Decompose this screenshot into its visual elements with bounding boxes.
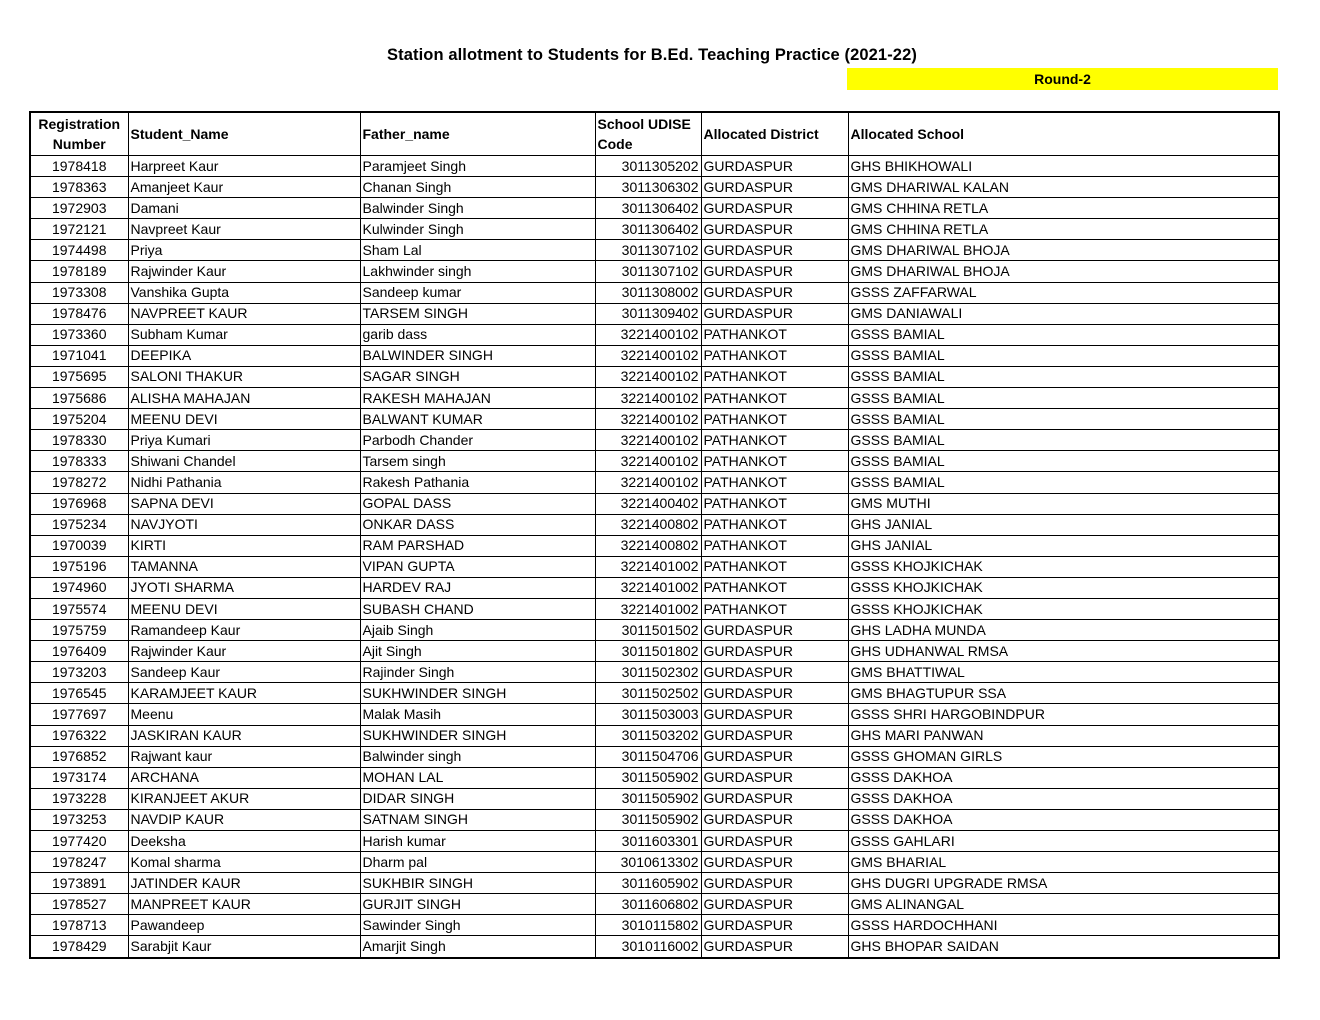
student-name-cell: JASKIRAN KAUR <box>128 725 360 746</box>
student-name-cell: Rajwinder Kaur <box>128 641 360 662</box>
district-cell: GURDASPUR <box>701 683 848 704</box>
table-row <box>30 598 1279 619</box>
allotment-table <box>29 111 1280 959</box>
school-cell: GSSS KHOJKICHAK <box>848 577 1279 598</box>
school-cell: GSSS BAMIAL <box>848 366 1279 387</box>
district-cell: GURDASPUR <box>701 873 848 894</box>
father-name-cell: Lakhwinder singh <box>360 261 595 282</box>
table-row <box>30 852 1279 873</box>
udise-code-cell: 3221400802 <box>595 535 701 556</box>
district-cell: GURDASPUR <box>701 809 848 830</box>
registration-number-cell: 1976322 <box>30 725 128 746</box>
school-cell: GSSS BAMIAL <box>848 345 1279 366</box>
page-title: Station allotment to Students for B.Ed. Teaching Practice (2021-22) <box>387 46 917 64</box>
school-cell: GHS JANIAL <box>848 514 1279 535</box>
school-cell: GSSS GHOMAN GIRLS <box>848 746 1279 767</box>
udise-code-cell: 3221400102 <box>595 366 701 387</box>
student-name-cell: Harpreet Kaur <box>128 156 360 177</box>
father-name-cell: RAM PARSHAD <box>360 535 595 556</box>
udise-code-cell: 3221400102 <box>595 345 701 366</box>
school-cell: GSSS ZAFFARWAL <box>848 282 1279 303</box>
school-cell: GMS DANIAWALI <box>848 303 1279 324</box>
registration-number-cell: 1973253 <box>30 809 128 830</box>
student-name-cell: Deeksha <box>128 831 360 852</box>
table-row <box>30 451 1279 472</box>
school-cell: GHS MARI PANWAN <box>848 725 1279 746</box>
registration-number-cell: 1975574 <box>30 598 128 619</box>
student-name-cell: NAVJYOTI <box>128 514 360 535</box>
table-row <box>30 493 1279 514</box>
district-cell: GURDASPUR <box>701 219 848 240</box>
school-cell: GSSS KHOJKICHAK <box>848 598 1279 619</box>
table-row <box>30 831 1279 852</box>
father-name-cell: RAKESH MAHAJAN <box>360 388 595 409</box>
udise-code-cell: 3221400802 <box>595 514 701 535</box>
udise-code-cell: 3011603301 <box>595 831 701 852</box>
district-cell: PATHANKOT <box>701 535 848 556</box>
udise-code-cell: 3221400102 <box>595 409 701 430</box>
student-name-cell: Rajwant kaur <box>128 746 360 767</box>
udise-code-cell: 3011306302 <box>595 177 701 198</box>
table-row <box>30 198 1279 219</box>
registration-number-cell: 1978418 <box>30 156 128 177</box>
table-row <box>30 577 1279 598</box>
table-row <box>30 303 1279 324</box>
registration-number-cell: 1975686 <box>30 388 128 409</box>
table-row <box>30 936 1279 958</box>
registration-number-cell: 1975234 <box>30 514 128 535</box>
school-cell: GMS BHATTIWAL <box>848 662 1279 683</box>
father-name-cell: VIPAN GUPTA <box>360 556 595 577</box>
table-row <box>30 662 1279 683</box>
table-row <box>30 514 1279 535</box>
school-cell: GMS CHHINA RETLA <box>848 219 1279 240</box>
registration-number-cell: 1978247 <box>30 852 128 873</box>
registration-number-cell: 1978527 <box>30 894 128 915</box>
school-cell: GSSS BAMIAL <box>848 409 1279 430</box>
registration-number-cell: 1974960 <box>30 577 128 598</box>
district-cell: PATHANKOT <box>701 324 848 345</box>
father-name-cell: SAGAR SINGH <box>360 366 595 387</box>
district-cell: GURDASPUR <box>701 915 848 936</box>
registration-number-cell: 1976968 <box>30 493 128 514</box>
district-cell: PATHANKOT <box>701 345 848 366</box>
table-row <box>30 282 1279 303</box>
header-school-udise-code: School UDISE Code <box>595 112 701 156</box>
school-cell: GSSS DAKHOA <box>848 767 1279 788</box>
udise-code-cell: 3011308002 <box>595 282 701 303</box>
father-name-cell: SATNAM SINGH <box>360 809 595 830</box>
udise-code-cell: 3011305202 <box>595 156 701 177</box>
registration-number-cell: 1973891 <box>30 873 128 894</box>
school-cell: GHS LADHA MUNDA <box>848 620 1279 641</box>
school-cell: GSSS BAMIAL <box>848 324 1279 345</box>
district-cell: GURDASPUR <box>701 261 848 282</box>
registration-number-cell: 1975695 <box>30 366 128 387</box>
table-row <box>30 430 1279 451</box>
student-name-cell: JYOTI SHARMA <box>128 577 360 598</box>
registration-number-cell: 1973360 <box>30 324 128 345</box>
school-cell: GMS DHARIWAL BHOJA <box>848 240 1279 261</box>
registration-number-cell: 1978330 <box>30 430 128 451</box>
registration-number-cell: 1973308 <box>30 282 128 303</box>
student-name-cell: Rajwinder Kaur <box>128 261 360 282</box>
udise-code-cell: 3011502302 <box>595 662 701 683</box>
registration-number-cell: 1976852 <box>30 746 128 767</box>
student-name-cell: Sarabjit Kaur <box>128 936 360 958</box>
table-row <box>30 388 1279 409</box>
father-name-cell: Sham Lal <box>360 240 595 261</box>
student-name-cell: DEEPIKA <box>128 345 360 366</box>
school-cell: GMS BHARIAL <box>848 852 1279 873</box>
school-cell: GSSS BAMIAL <box>848 388 1279 409</box>
school-cell: GHS UDHANWAL RMSA <box>848 641 1279 662</box>
registration-number-cell: 1973174 <box>30 767 128 788</box>
father-name-cell: GURJIT SINGH <box>360 894 595 915</box>
udise-code-cell: 3221400102 <box>595 451 701 472</box>
father-name-cell: Amarjit Singh <box>360 936 595 958</box>
table-row <box>30 535 1279 556</box>
student-name-cell: Amanjeet Kaur <box>128 177 360 198</box>
udise-code-cell: 3221400102 <box>595 388 701 409</box>
registration-number-cell: 1972121 <box>30 219 128 240</box>
father-name-cell: Harish kumar <box>360 831 595 852</box>
registration-number-cell: 1976409 <box>30 641 128 662</box>
school-cell: GMS DHARIWAL KALAN <box>848 177 1279 198</box>
registration-number-cell: 1978363 <box>30 177 128 198</box>
table-row <box>30 261 1279 282</box>
registration-number-cell: 1973228 <box>30 788 128 809</box>
table-row <box>30 156 1279 177</box>
school-cell: GMS MUTHI <box>848 493 1279 514</box>
table-row <box>30 683 1279 704</box>
table-row <box>30 345 1279 366</box>
district-cell: PATHANKOT <box>701 577 848 598</box>
father-name-cell: BALWANT KUMAR <box>360 409 595 430</box>
school-cell: GMS CHHINA RETLA <box>848 198 1279 219</box>
student-name-cell: Priya Kumari <box>128 430 360 451</box>
district-cell: GURDASPUR <box>701 620 848 641</box>
table-row <box>30 746 1279 767</box>
student-name-cell: JATINDER KAUR <box>128 873 360 894</box>
table-row <box>30 219 1279 240</box>
school-cell: GSSS DAKHOA <box>848 809 1279 830</box>
father-name-cell: Rajinder Singh <box>360 662 595 683</box>
district-cell: PATHANKOT <box>701 366 848 387</box>
father-name-cell: ONKAR DASS <box>360 514 595 535</box>
udise-code-cell: 3011502502 <box>595 683 701 704</box>
udise-code-cell: 3010613302 <box>595 852 701 873</box>
student-name-cell: KARAMJEET KAUR <box>128 683 360 704</box>
udise-code-cell: 3011306402 <box>595 219 701 240</box>
father-name-cell: Sandeep kumar <box>360 282 595 303</box>
student-name-cell: NAVDIP KAUR <box>128 809 360 830</box>
student-name-cell: Sandeep Kaur <box>128 662 360 683</box>
school-cell: GHS BHIKHOWALI <box>848 156 1279 177</box>
school-cell: GSSS BAMIAL <box>848 451 1279 472</box>
registration-number-cell: 1974498 <box>30 240 128 261</box>
registration-number-cell: 1970039 <box>30 535 128 556</box>
header-registration-number: Registration Number <box>30 112 128 156</box>
udise-code-cell: 3011505902 <box>595 809 701 830</box>
udise-code-cell: 3221401002 <box>595 598 701 619</box>
school-cell: GMS ALINANGAL <box>848 894 1279 915</box>
school-cell: GMS BHAGTUPUR SSA <box>848 683 1279 704</box>
father-name-cell: Kulwinder Singh <box>360 219 595 240</box>
udise-code-cell: 3011505902 <box>595 767 701 788</box>
district-cell: GURDASPUR <box>701 788 848 809</box>
district-cell: GURDASPUR <box>701 177 848 198</box>
udise-code-cell: 3221400102 <box>595 472 701 493</box>
registration-number-cell: 1975204 <box>30 409 128 430</box>
registration-number-cell: 1973203 <box>30 662 128 683</box>
school-cell: GHS BHOPAR SAIDAN <box>848 936 1279 958</box>
father-name-cell: Chanan Singh <box>360 177 595 198</box>
registration-number-cell: 1977420 <box>30 831 128 852</box>
school-cell: GSSS GAHLARI <box>848 831 1279 852</box>
father-name-cell: TARSEM SINGH <box>360 303 595 324</box>
father-name-cell: GOPAL DASS <box>360 493 595 514</box>
district-cell: GURDASPUR <box>701 894 848 915</box>
student-name-cell: MANPREET KAUR <box>128 894 360 915</box>
school-cell: GSSS BAMIAL <box>848 472 1279 493</box>
district-cell: PATHANKOT <box>701 430 848 451</box>
student-name-cell: Komal sharma <box>128 852 360 873</box>
student-name-cell: Shiwani Chandel <box>128 451 360 472</box>
district-cell: PATHANKOT <box>701 493 848 514</box>
district-cell: GURDASPUR <box>701 767 848 788</box>
father-name-cell: Parbodh Chander <box>360 430 595 451</box>
student-name-cell: Nidhi Pathania <box>128 472 360 493</box>
student-name-cell: MEENU DEVI <box>128 409 360 430</box>
round-badge: Round-2 <box>847 68 1278 90</box>
father-name-cell: HARDEV RAJ <box>360 577 595 598</box>
district-cell: GURDASPUR <box>701 831 848 852</box>
registration-number-cell: 1972903 <box>30 198 128 219</box>
father-name-cell: Tarsem singh <box>360 451 595 472</box>
udise-code-cell: 3011306402 <box>595 198 701 219</box>
father-name-cell: SUKHBIR SINGH <box>360 873 595 894</box>
father-name-cell: SUKHWINDER SINGH <box>360 683 595 704</box>
father-name-cell: SUKHWINDER SINGH <box>360 725 595 746</box>
school-cell: GSSS DAKHOA <box>848 788 1279 809</box>
udise-code-cell: 3011503202 <box>595 725 701 746</box>
father-name-cell: DIDAR SINGH <box>360 788 595 809</box>
school-cell: GSSS BAMIAL <box>848 430 1279 451</box>
student-name-cell: KIRANJEET AKUR <box>128 788 360 809</box>
registration-number-cell: 1976545 <box>30 683 128 704</box>
father-name-cell: Balwinder Singh <box>360 198 595 219</box>
student-name-cell: Pawandeep <box>128 915 360 936</box>
header-student-name: Student_Name <box>128 112 360 156</box>
table-row <box>30 767 1279 788</box>
father-name-cell: Rakesh Pathania <box>360 472 595 493</box>
header-father-name: Father_name <box>360 112 595 156</box>
student-name-cell: MEENU DEVI <box>128 598 360 619</box>
udise-code-cell: 3011501802 <box>595 641 701 662</box>
district-cell: GURDASPUR <box>701 662 848 683</box>
district-cell: PATHANKOT <box>701 514 848 535</box>
registration-number-cell: 1978429 <box>30 936 128 958</box>
district-cell: PATHANKOT <box>701 598 848 619</box>
udise-code-cell: 3011504706 <box>595 746 701 767</box>
table-row <box>30 725 1279 746</box>
district-cell: GURDASPUR <box>701 198 848 219</box>
udise-code-cell: 3221401002 <box>595 556 701 577</box>
student-name-cell: KIRTI <box>128 535 360 556</box>
registration-number-cell: 1978333 <box>30 451 128 472</box>
father-name-cell: SUBASH CHAND <box>360 598 595 619</box>
father-name-cell: Ajit Singh <box>360 641 595 662</box>
udise-code-cell: 3011501502 <box>595 620 701 641</box>
table-row <box>30 873 1279 894</box>
district-cell: GURDASPUR <box>701 156 848 177</box>
district-cell: GURDASPUR <box>701 725 848 746</box>
udise-code-cell: 3221400102 <box>595 430 701 451</box>
udise-code-cell: 3221400102 <box>595 324 701 345</box>
district-cell: GURDASPUR <box>701 282 848 303</box>
school-cell: GHS JANIAL <box>848 535 1279 556</box>
school-cell: GHS DUGRI UPGRADE RMSA <box>848 873 1279 894</box>
table-body <box>30 156 1279 958</box>
district-cell: PATHANKOT <box>701 451 848 472</box>
school-cell: GSSS KHOJKICHAK <box>848 556 1279 577</box>
udise-code-cell: 3221400402 <box>595 493 701 514</box>
registration-number-cell: 1975196 <box>30 556 128 577</box>
student-name-cell: Vanshika Gupta <box>128 282 360 303</box>
udise-code-cell: 3011503003 <box>595 704 701 725</box>
table-row <box>30 240 1279 261</box>
district-cell: PATHANKOT <box>701 556 848 577</box>
student-name-cell: NAVPREET KAUR <box>128 303 360 324</box>
student-name-cell: ARCHANA <box>128 767 360 788</box>
father-name-cell: Paramjeet Singh <box>360 156 595 177</box>
table-row <box>30 366 1279 387</box>
table-row <box>30 915 1279 936</box>
student-name-cell: Meenu <box>128 704 360 725</box>
table-row <box>30 620 1279 641</box>
school-cell: GMS DHARIWAL BHOJA <box>848 261 1279 282</box>
registration-number-cell: 1977697 <box>30 704 128 725</box>
table-row <box>30 409 1279 430</box>
udise-code-cell: 3010116002 <box>595 936 701 958</box>
student-name-cell: ALISHA MAHAJAN <box>128 388 360 409</box>
district-cell: GURDASPUR <box>701 303 848 324</box>
father-name-cell: Malak Masih <box>360 704 595 725</box>
district-cell: GURDASPUR <box>701 704 848 725</box>
father-name-cell: Ajaib Singh <box>360 620 595 641</box>
district-cell: GURDASPUR <box>701 641 848 662</box>
district-cell: PATHANKOT <box>701 472 848 493</box>
registration-number-cell: 1971041 <box>30 345 128 366</box>
udise-code-cell: 3221401002 <box>595 577 701 598</box>
father-name-cell: Balwinder singh <box>360 746 595 767</box>
district-cell: PATHANKOT <box>701 388 848 409</box>
registration-number-cell: 1975759 <box>30 620 128 641</box>
district-cell: PATHANKOT <box>701 409 848 430</box>
father-name-cell: MOHAN LAL <box>360 767 595 788</box>
udise-code-cell: 3011307102 <box>595 240 701 261</box>
school-cell: GSSS SHRI HARGOBINDPUR <box>848 704 1279 725</box>
table-row <box>30 556 1279 577</box>
father-name-cell: Dharm pal <box>360 852 595 873</box>
registration-number-cell: 1978272 <box>30 472 128 493</box>
table-row <box>30 809 1279 830</box>
school-cell: GSSS HARDOCHHANI <box>848 915 1279 936</box>
student-name-cell: Priya <box>128 240 360 261</box>
udise-code-cell: 3011309402 <box>595 303 701 324</box>
registration-number-cell: 1978476 <box>30 303 128 324</box>
district-cell: GURDASPUR <box>701 746 848 767</box>
table-row <box>30 177 1279 198</box>
father-name-cell: Sawinder Singh <box>360 915 595 936</box>
table-row <box>30 324 1279 345</box>
udise-code-cell: 3011505902 <box>595 788 701 809</box>
registration-number-cell: 1978189 <box>30 261 128 282</box>
table-row <box>30 788 1279 809</box>
udise-code-cell: 3011307102 <box>595 261 701 282</box>
student-name-cell: Navpreet Kaur <box>128 219 360 240</box>
registration-number-cell: 1978713 <box>30 915 128 936</box>
table-row <box>30 472 1279 493</box>
student-name-cell: Damani <box>128 198 360 219</box>
father-name-cell: garib dass <box>360 324 595 345</box>
udise-code-cell: 3011606802 <box>595 894 701 915</box>
district-cell: GURDASPUR <box>701 936 848 958</box>
table-row <box>30 704 1279 725</box>
table-row <box>30 894 1279 915</box>
table-row <box>30 641 1279 662</box>
udise-code-cell: 3010115802 <box>595 915 701 936</box>
student-name-cell: TAMANNA <box>128 556 360 577</box>
header-allocated-district: Allocated District <box>701 112 848 156</box>
district-cell: GURDASPUR <box>701 240 848 261</box>
table-header-row <box>30 112 1279 156</box>
district-cell: GURDASPUR <box>701 852 848 873</box>
student-name-cell: SALONI THAKUR <box>128 366 360 387</box>
udise-code-cell: 3011605902 <box>595 873 701 894</box>
father-name-cell: BALWINDER SINGH <box>360 345 595 366</box>
student-name-cell: SAPNA DEVI <box>128 493 360 514</box>
student-name-cell: Ramandeep Kaur <box>128 620 360 641</box>
header-allocated-school: Allocated School <box>848 112 1279 156</box>
student-name-cell: Subham Kumar <box>128 324 360 345</box>
